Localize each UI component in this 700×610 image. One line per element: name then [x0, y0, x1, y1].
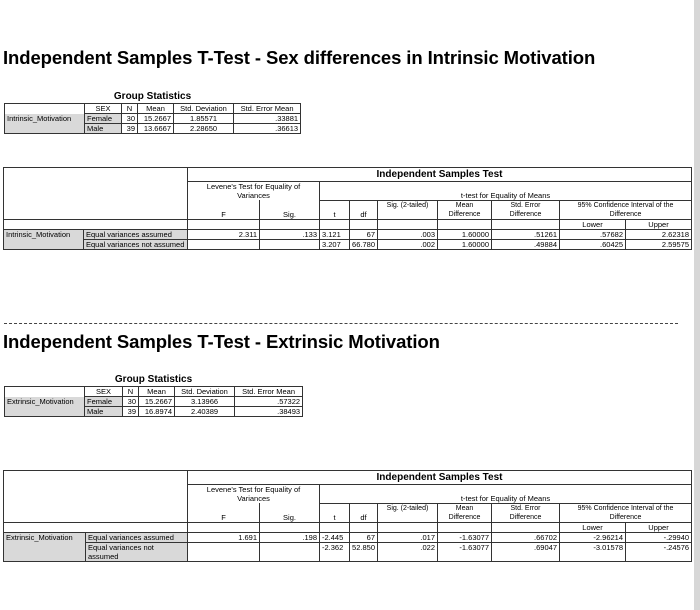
cell-value: 1.691 — [188, 532, 260, 542]
variable-label: Intrinsic_Motivation — [5, 114, 85, 124]
cell-value: 2.62318 — [626, 229, 692, 239]
col-t: t — [320, 503, 350, 522]
cell-value: -2.445 — [320, 532, 350, 542]
col-header: N — [123, 387, 139, 397]
levene-header: Levene's Test for Equality of Variances — [188, 182, 320, 201]
col-t: t — [320, 200, 350, 219]
cell-value: 1.60000 — [438, 239, 492, 249]
table-title: Independent Samples Test — [188, 168, 692, 182]
col-header: Mean — [139, 387, 175, 397]
ci-header: 95% Confidence Interval of the Difference — [560, 200, 692, 219]
cell-value: 39 — [122, 124, 138, 134]
col-header: SEX — [85, 387, 123, 397]
cell-value: -1.63077 — [438, 542, 492, 561]
cell-value: .66702 — [492, 532, 560, 542]
cell-value: -3.01578 — [560, 542, 626, 561]
cell-value: 52.850 — [350, 542, 378, 561]
cell-value: .51261 — [492, 229, 560, 239]
variable-label: Extrinsic_Motivation — [5, 397, 85, 407]
col-sig-2-tailed: Sig. (2-tailed) — [378, 503, 438, 522]
col-header: Mean — [138, 104, 174, 114]
row-label: Equal variances assumed — [84, 229, 188, 239]
group-statistics-table-2 — [4, 373, 303, 417]
cell-value: 66.780 — [350, 239, 378, 249]
ci-header: 95% Confidence Interval of the Difference — [560, 503, 692, 522]
cell-value: 67 — [350, 532, 378, 542]
cell-value: .133 — [260, 229, 320, 239]
cell-value — [260, 239, 320, 249]
col-header: Std. Deviation — [175, 387, 235, 397]
independent-samples-test-table-1 — [3, 167, 692, 250]
cell-value: 2.311 — [188, 229, 260, 239]
cell-value: 30 — [123, 397, 139, 407]
col-df: df — [350, 503, 378, 522]
group-statistics-table-1 — [4, 90, 301, 134]
page-edge-shadow — [694, 0, 700, 610]
col-std-error-difference: Std. Error Difference — [492, 503, 560, 522]
col-header: Std. Error Mean — [235, 387, 303, 397]
cell-value: -1.63077 — [438, 532, 492, 542]
cell-value: 15.2667 — [138, 114, 174, 124]
cell-value: 3.207 — [320, 239, 350, 249]
variable-label: Extrinsic_Motivation — [4, 532, 86, 542]
cell-value: .017 — [378, 532, 438, 542]
row-label: Male — [85, 124, 122, 134]
col-df: df — [350, 200, 378, 219]
cell-value — [260, 542, 320, 561]
cell-value: .60425 — [560, 239, 626, 249]
col-lower: Lower — [560, 522, 626, 532]
col-lower: Lower — [560, 219, 626, 229]
cell-value: 2.28650 — [174, 124, 234, 134]
row-label: Male — [85, 407, 123, 417]
col-f: F — [188, 200, 260, 219]
col-upper: Upper — [626, 219, 692, 229]
cell-value: -.29940 — [626, 532, 692, 542]
col-header: SEX — [85, 104, 122, 114]
row-label: Equal variances not assumed — [84, 239, 188, 249]
row-label: Female — [85, 114, 122, 124]
cell-value: 2.40389 — [175, 407, 235, 417]
cell-value: .198 — [260, 532, 320, 542]
cell-value: -2.96214 — [560, 532, 626, 542]
cell-value: 3.121 — [320, 229, 350, 239]
table-title: Independent Samples Test — [188, 471, 692, 485]
cell-value: 3.13966 — [175, 397, 235, 407]
cell-value: 2.59575 — [626, 239, 692, 249]
col-header: Std. Deviation — [174, 104, 234, 114]
cell-value: 15.2667 — [139, 397, 175, 407]
cell-value: 30 — [122, 114, 138, 124]
cell-value: .49884 — [492, 239, 560, 249]
row-label: Female — [85, 397, 123, 407]
section2-title: Independent Samples T-Test - Extrinsic Motivation — [3, 331, 440, 352]
table-title: Group Statistics — [114, 374, 193, 385]
cell-value: 1.85571 — [174, 114, 234, 124]
cell-value: .002 — [378, 239, 438, 249]
col-header: Std. Error Mean — [234, 104, 301, 114]
col-sig: Sig. — [260, 503, 320, 522]
cell-value: 67 — [350, 229, 378, 239]
cell-value: 13.6667 — [138, 124, 174, 134]
row-label: Equal variances not assumed — [86, 542, 188, 561]
cell-value: -.24576 — [626, 542, 692, 561]
cell-value: .38493 — [235, 407, 303, 417]
row-label: Equal variances assumed — [86, 532, 188, 542]
table-title: Group Statistics — [113, 91, 192, 102]
cell-value: .003 — [378, 229, 438, 239]
cell-value: .022 — [378, 542, 438, 561]
cell-value: .36613 — [234, 124, 301, 134]
col-header: N — [122, 104, 138, 114]
cell-value: 1.60000 — [438, 229, 492, 239]
cell-value: .69047 — [492, 542, 560, 561]
dashed-separator — [4, 323, 678, 324]
col-mean-difference: Mean Difference — [438, 503, 492, 522]
ttest-header: t-test for Equality of Means — [320, 182, 692, 201]
ttest-header: t-test for Equality of Means — [320, 485, 692, 504]
col-std-error-difference: Std. Error Difference — [492, 200, 560, 219]
levene-header: Levene's Test for Equality of Variances — [188, 485, 320, 504]
independent-samples-test-table-2 — [3, 470, 692, 562]
section1-title: Independent Samples T-Test - Sex differences in Intrinsic Motivation — [3, 47, 596, 68]
cell-value — [188, 239, 260, 249]
cell-value: 16.8974 — [139, 407, 175, 417]
col-sig: Sig. — [260, 200, 320, 219]
variable-label: Intrinsic_Motivation — [4, 229, 84, 239]
col-sig-2-tailed: Sig. (2-tailed) — [378, 200, 438, 219]
cell-value: .57322 — [235, 397, 303, 407]
cell-value: -2.362 — [320, 542, 350, 561]
cell-value: .57682 — [560, 229, 626, 239]
cell-value — [188, 542, 260, 561]
cell-value: 39 — [123, 407, 139, 417]
col-f: F — [188, 503, 260, 522]
col-upper: Upper — [626, 522, 692, 532]
col-mean-difference: Mean Difference — [438, 200, 492, 219]
cell-value: .33881 — [234, 114, 301, 124]
